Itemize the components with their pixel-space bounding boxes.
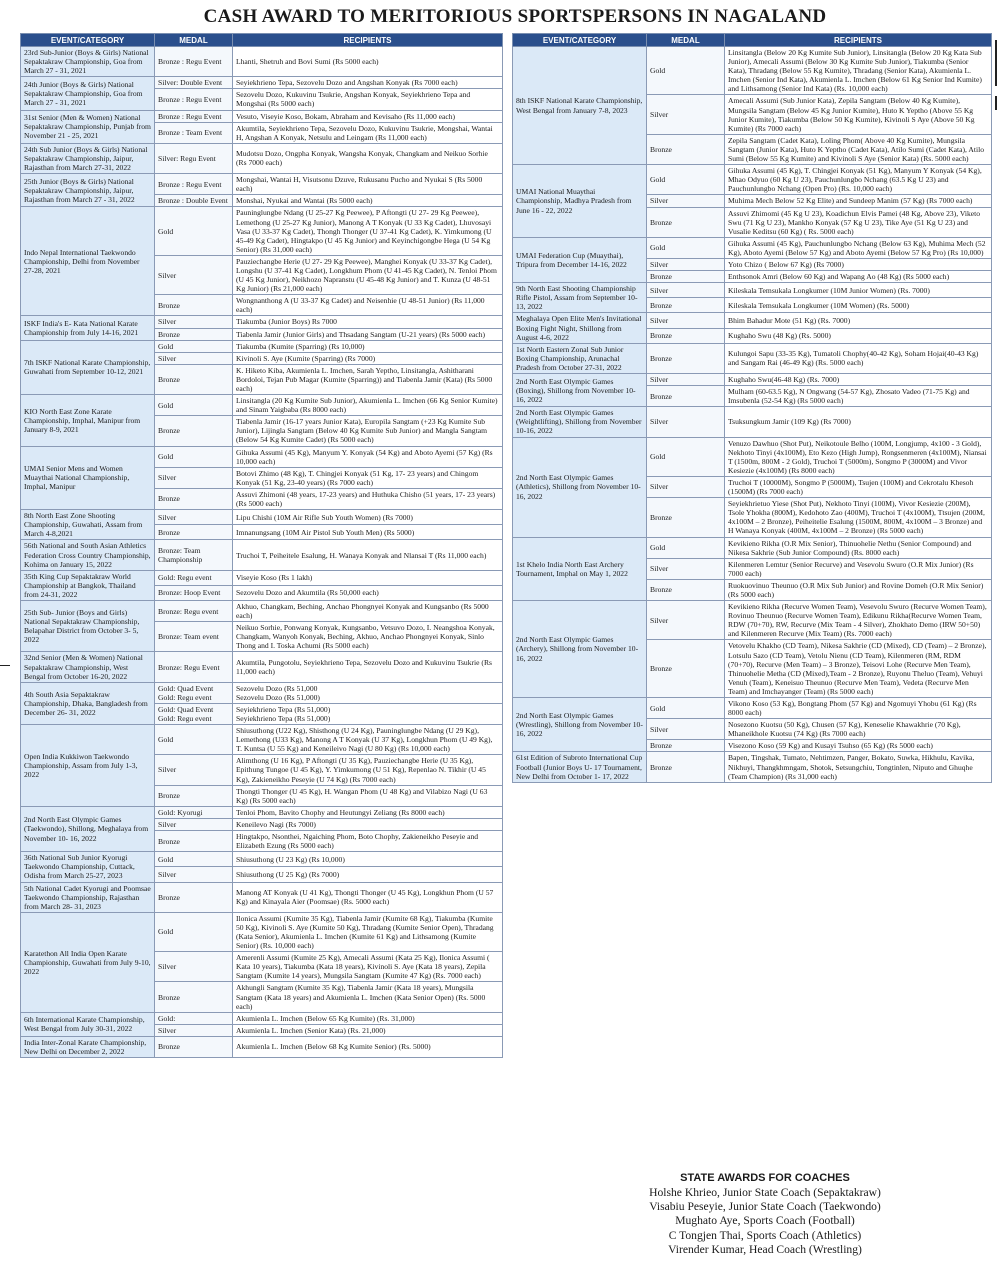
header-medal: MEDAL — [647, 34, 725, 47]
medal-cell: Gold — [647, 47, 725, 95]
recipients-cell: Vetovelu Khakho (CD Team), Nikesa Sakhrie (CD (Mixed), CD (Team) – 2 Bronze), Lotsulu Sazo (CD Team), Vetolu Nienu (CD Team), Kilenmeren (RM, RDM (70+70), Recurve (Men Team) – 3 Bronze), Teisovi Lohe (Recurve Men Team), Thinuohelie Metha (CD (Mixed),Team - 2 Bronze), Ruyonu Theluo (Team), Vehuyi Venuh (Team), Keneisuo Theunuo (Recurve Men Team), Vedeta (Recurve Men Team) and Imchayanger (Team) (Rs 5000 each) — [725, 640, 992, 698]
medal-cell: Silver — [155, 1024, 233, 1036]
medal-cell: Silver — [647, 558, 725, 579]
medal-cell: Silver — [647, 374, 725, 386]
recipients-cell: Mulham (60-63.5 Kg), N Ongwang (54-57 Kg), Zhosato Vadeo (71-75 Kg) and Imsubenla (52-54 Kg) (Rs 5000 each) — [725, 386, 992, 407]
table-row — [21, 652, 503, 682]
medal-cell: Gold — [647, 165, 725, 195]
medal-cell: Bronze — [647, 740, 725, 752]
recipients-cell: Sezovelu Dozo and Akumtila (Rs 50,000 each) — [233, 585, 503, 600]
medal-cell: Bronze — [647, 207, 725, 237]
medal-cell: Silver — [647, 476, 725, 497]
recipients-cell: Amerenli Assumi (Kumite 25 Kg), Amecali Assumi (Kata 25 Kg), Ilonica Assumi ( Kata 10 years), Tiakumba (Kata 18 years), Kivinoli S. Aye (Kata 18 years), Zepila Sangtam (Kumite 14 years), Mungsila Sangtam (Kumite 47 Kg) (Rs. 7000 each) — [233, 952, 503, 982]
table-row — [21, 47, 503, 77]
medal-cell: Silver — [647, 195, 725, 207]
medal-cell: Silver — [155, 352, 233, 364]
medal-cell: Bronze: Regu event — [155, 600, 233, 621]
medal-cell: Gold — [647, 437, 725, 476]
page-edge-mark — [0, 665, 10, 666]
recipients-cell: Vikono Koso (53 Kg), Bongtang Phom (57 Kg) and Ngomuyi Yhobu (61 Kg) (Rs 8000 each) — [725, 698, 992, 719]
event-cell: 8th North East Zone Shooting Championship, Guwahati, Assam from March 4-8,2021 — [21, 510, 155, 540]
event-cell: 2nd North East Olympic Games (Taekwondo), Shillong, Meghalaya from November 10- 16, 2022 — [21, 806, 155, 851]
medal-cell: Bronze: Regu Event — [155, 652, 233, 682]
medal-cell: Bronze — [155, 488, 233, 509]
page-edge-mark — [995, 40, 997, 86]
recipients-cell: Sezovelu Dozo, Kukuvinu Tsukrie, Angshan Konyak, Seyiekhrieno Tepa and Mongshai (Rs 5000 each) — [233, 89, 503, 110]
medal-cell: Bronze : Regu Event — [155, 110, 233, 122]
recipients-cell: Kileskala Temsukala Longkumer (10M Women) (Rs. 5000) — [725, 298, 992, 313]
table-row — [21, 852, 503, 867]
recipients-cell: Amecali Assumi (Sub Junior Kata), Zepila Sangtam (Below 40 Kg Kumite), Mungsila Sangtam (Below 45 Kg Junior Kumite), Huto K Yeptho (Above 55 Kg Junior Kumite), Tiakumba (Below 50 Kg Kumite), Kivinoli S Aye (Above 50 Kg Kumite) (Rs 7000 each) — [725, 95, 992, 134]
table-row — [21, 340, 503, 352]
medal-cell: Bronze — [155, 525, 233, 540]
event-cell: 7th ISKF National Karate Championship, Guwahati from September 10-12, 2021 — [21, 340, 155, 394]
recipients-cell: Yoto Chizo ( Below 67 Kg) (Rs 7000) — [725, 258, 992, 270]
table-row — [21, 682, 503, 703]
table-row — [513, 343, 992, 373]
table-row — [21, 1012, 503, 1024]
medal-cell: Bronze — [647, 328, 725, 343]
medal-cell: Silver — [155, 867, 233, 882]
recipients-cell: Gihuka Assumi (45 Kg), T. Chingjei Konyak (51 Kg), Manyum Y Konyak (54 Kg), Mhao Odyuo (60 Kg U 23), Pauchunlungbo Nchang (63.5 Kg U 23) and Pauchunlungbo Nchang (Open Pro) (Rs. 10,000 each) — [725, 165, 992, 195]
header-recipients: RECIPIENTS — [725, 34, 992, 47]
event-cell: 25th Junior (Boys & Girls) National Sepaktakraw Championship, Jaipur, Rajasthan from March 27 - 31, 2022 — [21, 174, 155, 207]
medal-cell: Bronze — [647, 498, 725, 537]
coach-line: Visabiu Peseyie, Junior State Coach (Taekwondo) — [649, 1200, 881, 1214]
event-cell: UMAI Federation Cup (Muaythai), Tripura from December 14-16, 2022 — [513, 237, 647, 282]
recipients-cell: Thongti Thonger (U 45 Kg), H. Wangan Phom (U 48 Kg) and Vilabizo Nagi (U 63 Kg) (Rs 5000 each) — [233, 785, 503, 806]
medal-cell: Bronze — [155, 416, 233, 446]
coach-line: Holshe Khrieo, Junior State Coach (Sepaktakraw) — [649, 1186, 881, 1199]
recipients-cell: Akhuo, Changkam, Beching, Anchao Phongnyei Konyak and Kungsanbo (Rs 5000 each) — [233, 600, 503, 621]
medal-cell: Gold: Quad Event Gold: Regu event — [155, 703, 233, 724]
recipients-cell: Visezono Koso (59 Kg) and Kusayi Tsuhso (65 Kg) (Rs 5000 each) — [725, 740, 992, 752]
recipients-cell: Akumtila, Seyiekhrieno Tepa, Sezovelu Dozo, Kukuvinu Tsukrie, Mongshai, Wantai H, Angshan A Konyak, Netsulu and Leingam (Rs 11,000 each) — [233, 122, 503, 143]
medal-cell: Silver — [155, 755, 233, 785]
recipients-cell: Kughaho Swu(46-48 Kg) (Rs. 7000) — [725, 374, 992, 386]
medal-cell: Bronze — [155, 295, 233, 316]
event-cell: 2nd North East Olympic Games (Wrestling), Shillong from November 10-16, 2022 — [513, 698, 647, 752]
right-award-table — [512, 33, 992, 783]
coach-awards-heading: STATE AWARDS FOR COACHES — [680, 1172, 850, 1184]
medal-cell: Bronze — [155, 785, 233, 806]
recipients-cell: Bhim Bahadur Mote (51 Kg) (Rs. 7000) — [725, 313, 992, 328]
event-cell: 2nd North East Olympic Games (Athletics), Shillong from November 10-16, 2022 — [513, 437, 647, 537]
table-row — [513, 698, 992, 719]
coach-line: Virender Kumar, Head Coach (Wrestling) — [668, 1242, 862, 1256]
medal-cell: Bronze — [647, 579, 725, 600]
table-row — [21, 446, 503, 467]
table-row — [513, 407, 992, 437]
recipients-cell: Mudotsu Dozo, Ongpha Konyak, Wangsha Konyak, Changkam and Neikuo Sorhie (Rs 7000 each) — [233, 143, 503, 173]
table-row — [21, 174, 503, 195]
medal-cell: Silver — [647, 719, 725, 740]
recipients-cell: Neikuo Sorhie, Ponwang Konyak, Kungsanbo, Vetsuvo Dozo, I. Neangshoa Konyak, Changkam, Wanyoh Konyak, Beching, Akhuo, Anchao Phongnyei Konyak, Sinlo Thong and I. Toska Achumi (Rs 5000 each) — [233, 622, 503, 652]
recipients-cell: Ruokuovinuo Theunuo (O.R Mix Sub Junior) and Rovine Domeh (O.R Mix Senior) (Rs 5000 each) — [725, 579, 992, 600]
recipients-cell: Seyiekhrietuo Yiese (Shot Put), Nekhoto Tinyi (100M), Vivor Kesiezie (200M), Tsole Yhokha (800M), Kedohoto Zao (400M), Truchoi T (4x100M), Ttsujen (200M, 4x100M – 2 Bronze), Peiheitelie Esalung (1500M, 800M, 4x100M – 3 Bronze) and H Wanaya Konyak (400M, 4x100M – 2 Bronze) (Rs 5000 each) — [725, 498, 992, 537]
medal-cell: Bronze — [155, 364, 233, 394]
medal-cell: Gold — [155, 207, 233, 255]
medal-cell: Gold: Quad Event Gold: Regu event — [155, 682, 233, 703]
medal-cell: Silver — [647, 407, 725, 437]
table-row — [21, 806, 503, 818]
recipients-cell: Mongshai, Wantai H, Visutsonu Dzuve, Rukusanu Pucho and Nyukai S (Rs 5000 each) — [233, 174, 503, 195]
recipients-cell: Kilenmeren Lemtur (Senior Recurve) and Vesevolu Swuro (O.R Mix Junior) (Rs 7000 each) — [725, 558, 992, 579]
recipients-cell: Kivinoli S. Aye (Kumite (Sparring) (Rs 7000) — [233, 352, 503, 364]
medal-cell: Silver — [647, 601, 725, 640]
table-row — [513, 374, 992, 386]
medal-cell: Bronze : Regu Event — [155, 174, 233, 195]
recipients-cell: Assuvi Zhimoni (48 years, 17-23 years) and Huthuka Chisho (51 years, 17- 23 years) (Rs 5000 each) — [233, 488, 503, 509]
medal-cell: Bronze — [155, 882, 233, 912]
recipients-cell: Enthsonok Amri (Below 60 Kg) and Wapang Ao (48 Kg) (Rs 5000 each) — [725, 271, 992, 283]
recipients-cell: Akumtila, Pungotolu, Seyiekhrieno Tepa, Sezovelu Dozo and Kukuvinu Tsukrie (Rs 11,000 each) — [233, 652, 503, 682]
recipients-cell: Botovi Zhimo (48 Kg), T. Chingjei Konyak (51 Kg, 17- 23 years) and Chingom Konyak (51 Kg, 23-40 years) (Rs 7000 each) — [233, 467, 503, 488]
event-cell: UMAI National Muaythai Championship, Madhya Pradesh from June 16 - 22, 2022 — [513, 165, 647, 238]
medal-cell: Silver: Double Event — [155, 77, 233, 89]
medal-cell: Bronze : Regu Event — [155, 89, 233, 110]
medal-cell: Gold: Regu event — [155, 570, 233, 585]
medal-cell: Bronze: Team Championship — [155, 540, 233, 570]
medal-cell: Bronze — [155, 982, 233, 1012]
recipients-cell: Zepila Sangtam (Cadet Kata), Loling Phom( Above 40 Kg Kumite), Mungsila Sangtam (Junior Kata), Huto K Yeptho (Cadet Kata), Atilo Sumi (Cadet Kata), Atilo Sumi (Below 55 Kg Kumite) and Kivinoli S Aye (Senior Kata) (Rs. 5000 each) — [725, 134, 992, 164]
recipients-cell: Vesuto, Viseyie Koso, Bokam, Abraham and Kevisaho (Rs 11,000 each) — [233, 110, 503, 122]
medal-cell: Bronze — [647, 271, 725, 283]
medal-cell: Gold — [155, 725, 233, 755]
event-cell: India Inter-Zonal Karate Championship, New Delhi on December 2, 2022 — [21, 1036, 155, 1057]
coach-line: Mughato Aye, Sports Coach (Football) — [675, 1214, 855, 1228]
event-cell: 56th National and South Asian Athletics Federation Cross Country Championship, Kohima on January 15, 2022 — [21, 540, 155, 570]
table-row — [21, 725, 503, 755]
table-row — [21, 143, 503, 173]
table-row — [21, 510, 503, 525]
medal-cell: Bronze — [647, 134, 725, 164]
recipients-cell: Shiusuthong (U 23 Kg) (Rs 10,000) — [233, 852, 503, 867]
event-cell: 36th National Sub Junior Kyorugi Taekwondo Championship, Cuttack, Odisha from March 25-27, 2023 — [21, 852, 155, 882]
medal-cell: Gold — [155, 446, 233, 467]
recipients-cell: Seyiekhrieno Tepa, Sezovelu Dozo and Angshan Konyak (Rs 7000 each) — [233, 77, 503, 89]
page-edge-mark — [995, 96, 997, 110]
event-cell: 24th Junior (Boys & Girls) National Sepaktakraw Championship, Goa from March 27 - 31, 2021 — [21, 77, 155, 110]
medal-cell: Silver — [647, 95, 725, 134]
medal-cell: Bronze — [647, 752, 725, 782]
medal-cell: Silver: Regu Event — [155, 143, 233, 173]
medal-cell: Silver — [155, 255, 233, 294]
recipients-cell: Alimthong (U 16 Kg), P Aftongti (U 35 Kg), Pauziechangbe Herie (U 35 Kg), Epithung Tungoe (U 45 Kg), Y. Yimkumong (U 51 Kg), Repenlao N. Tikhir (U 45 Kg), Zakieneikho Peseyie (U 74 Kg) (Rs 7000 each) — [233, 755, 503, 785]
table-row — [513, 165, 992, 195]
event-cell: 61st Edition of Subroto International Cup Football (Junior Boys U- 17 Tournament, New Delhi from October 1- 17, 2022 — [513, 752, 647, 782]
recipients-cell: Venuzo Dawhuo (Shot Put), Neikotoule Belho (100M, Longjump, 4x100 - 3 Gold), Nekhoto Tinyi (4x100M), Eto Kezo (High Jump), Rongsenmeren (4x100M), Niansai T (1500m, 800M - 2 Gold), Truchoi T (5000m), Songmo P (3000M) and Vivor Kesiezie (4x100M) (Rs 8000 each) — [725, 437, 992, 476]
recipients-cell: Hingtakpo, Nsonthei, Ngaiching Phom, Boto Chophy, Zakieneikho Peseyie and Elizabeth Ezung (Rs 5000 each) — [233, 831, 503, 852]
table-row — [21, 110, 503, 122]
event-cell: 1st Khelo India North East Archery Tournament, Imphal on May 1, 2022 — [513, 537, 647, 601]
table-row — [21, 207, 503, 255]
medal-cell: Gold — [155, 852, 233, 867]
recipients-cell: Tsuksungkum Jamir (109 Kg) (Rs 7000) — [725, 407, 992, 437]
recipients-cell: Akumienla L. Imchen (Senior Kata) (Rs. 21,000) — [233, 1024, 503, 1036]
table-row — [21, 1036, 503, 1057]
header-event: EVENT/CATEGORY — [21, 34, 155, 47]
event-cell: 5th National Cadet Kyorugi and Poomsae Taekwondo Championship, Rajasthan from March 28- 31, 2023 — [21, 882, 155, 912]
medal-cell: Gold — [155, 912, 233, 951]
recipients-cell: Lhanti, Shetruh and Bovi Sumi (Rs 5000 each) — [233, 47, 503, 77]
event-cell: 6th International Karate Championship, West Bengal from July 30-31, 2022 — [21, 1012, 155, 1036]
recipients-cell: Imnanungsang (10M Air Pistol Sub Youth Men) (Rs 5000) — [233, 525, 503, 540]
table-row — [21, 540, 503, 570]
medal-cell: Bronze — [155, 831, 233, 852]
medal-cell: Gold: Kyorugi — [155, 806, 233, 818]
recipients-cell: Akumienla L. Imchen (Below 65 Kg Kumite) (Rs. 31,000) — [233, 1012, 503, 1024]
header-medal: MEDAL — [155, 34, 233, 47]
table-row — [513, 47, 992, 95]
recipients-cell: Kevikieno Rikha (O.R Mix Senior), Thinuohelie Nethu (Senior Compound) and Nikesa Sakhrie (Sub Junior Compound) (Rs. 8000 each) — [725, 537, 992, 558]
table-row — [513, 601, 992, 640]
recipients-cell: Tiabenla Jamir (Junior Girls) and Thsadang Sangtam (U-21 years) (Rs 5000 each) — [233, 328, 503, 340]
medal-cell: Bronze : Double Event — [155, 195, 233, 207]
event-cell: UMAI Senior Mens and Women Muaythai National Championship, Imphal, Manipur — [21, 446, 155, 510]
recipients-cell: Nosezono Kuotsu (50 Kg), Chusen (57 Kg), Keneselie Khawakhrie (70 Kg), Mhaneikhole Kuotsu (74 Kg) (Rs 7000 each) — [725, 719, 992, 740]
recipients-cell: Linsitangla (Below 20 Kg Kumite Sub Junior), Linsitangla (Below 20 Kg Kata Sub Junior), Amecali Assumi (Below 30 Kg Kumite Sub Junior), Tiakumba (Senior Kata), Thradang (Below 55 Kg Kumite), Thradang (Senior Kata), Akumienla L. Imchen (Senior Ind Kata), Akumienla L. Imchen (Below 61 Kg Senior Ind Kumite) and Lithsamong (Senior Ind Kata) (Rs. 10,000 each) — [725, 47, 992, 95]
recipients-cell: K. Hiketo Kiba, Akumienla L. Imchen, Sarah Yeptho, Linsitangla, Ashitharani Bordoloi, Tejan Pub Magar (Kumite (Sparring)) and Tiabenla Jamir (Kata) (Rs 5000 each) — [233, 364, 503, 394]
medal-cell: Bronze — [155, 328, 233, 340]
recipients-cell: Tiakumba (Junior Boys) Rs 7000 — [233, 316, 503, 328]
medal-cell: Bronze — [647, 298, 725, 313]
recipients-cell: Muhima Mech Below 52 Kg Elite) and Sundeep Manim (57 Kg) (Rs 7000 each) — [725, 195, 992, 207]
table-row — [21, 912, 503, 951]
recipients-cell: Kughaho Swu (48 Kg) (Rs. 5000) — [725, 328, 992, 343]
medal-cell: Gold: — [155, 1012, 233, 1024]
recipients-cell: Lipu Chishi (10M Air Rifle Sub Youth Women) (Rs 7000) — [233, 510, 503, 525]
medal-cell: Bronze — [647, 386, 725, 407]
event-cell: Meghalaya Open Elite Men's Invitational Boxing Fight Night, Shillong from August 4-6, 2022 — [513, 313, 647, 343]
medal-cell: Silver — [647, 258, 725, 270]
recipients-cell: Monshai, Nyukai and Wantai (Rs 5000 each) — [233, 195, 503, 207]
table-row — [21, 316, 503, 328]
medal-cell: Bronze: Hoop Event — [155, 585, 233, 600]
event-cell: KIO North East Zone Karate Championship, Imphal, Manipur from January 8-9, 2021 — [21, 395, 155, 446]
event-cell: Open India Kukkiwon Taekwondo Championship, Assam from July 1-3, 2022 — [21, 725, 155, 807]
recipients-cell: Keneilevo Nagi (Rs 7000) — [233, 818, 503, 830]
medal-cell: Silver — [155, 952, 233, 982]
event-cell: 32nd Senior (Men & Women) National Sepaktakraw Championship, West Bengal from October 16-20, 2022 — [21, 652, 155, 682]
header-event: EVENT/CATEGORY — [513, 34, 647, 47]
recipients-cell: Gihuka Assumi (45 Kg), Pauchunlungbo Nchang (Below 63 Kg), Muhima Mech (52 Kg), Aboto Ayemi (Below 57 Kg) and Aboto Ayemi (Below 57 Kg Pro) (Rs 10,000) — [725, 237, 992, 258]
recipients-cell: Tiabenla Jamir (16-17 years Junior Kata), Europila Sangtam (+23 Kg Kumite Sub Junior), Lijingla Sangtam (Below 40 Kg Kumite Sub Junior) and Mangla Sangtam (Below 54 Kg Kumite Cadet) (Rs 5000 each) — [233, 416, 503, 446]
medal-cell: Bronze — [647, 343, 725, 373]
recipients-cell: Manong AT Konyak (U 41 Kg), Thongti Thonger (U 45 Kg), Longkhun Phom (U 57 Kg) and Kinayala Aier (Poomsae) (Rs. 5000 each) — [233, 882, 503, 912]
recipients-cell: Sezovelu Dozo (Rs 51,000 Sezovelu Dozo (Rs 51,000) — [233, 682, 503, 703]
coach-line: C Tongjen Thai, Sports Coach (Athletics) — [668, 1228, 862, 1242]
event-cell: 23rd Sub-Junior (Boys & Girls) National Sepaktakraw Championship, Goa from March 27 - 31, 2021 — [21, 47, 155, 77]
recipients-cell: Akumienla L. Imchen (Below 68 Kg Kumite Senior) (Rs. 5000) — [233, 1036, 503, 1057]
event-cell: ISKF India's E- Kata National Karate Championship from July 14-16, 2021 — [21, 316, 155, 340]
medal-cell: Gold — [647, 237, 725, 258]
table-row — [513, 752, 992, 782]
table-row — [21, 882, 503, 912]
medal-cell: Bronze : Team Event — [155, 122, 233, 143]
table-row — [21, 570, 503, 585]
recipients-cell: Tiakumba (Kumite (Sparring) (Rs 10,000) — [233, 340, 503, 352]
recipients-cell: Kulungoi Sapu (33-35 Kg), Tumatoli Chophy(40-42 Kg), Soham Hojai(40-43 Kg) and Sangam Rai (46-49 Kg) (Rs. 5000 each) — [725, 343, 992, 373]
event-cell: 9th North East Shooting Championship Rifle Pistol, Assam from September 10-13, 2022 — [513, 283, 647, 313]
medal-cell: Silver — [155, 467, 233, 488]
recipients-cell: Tenloi Phom, Bavito Chophy and Heutungyi Zeliang (Rs 8000 each) — [233, 806, 503, 818]
event-cell: Indo Nepal International Taekwondo Championship, Delhi from November 27-28, 2021 — [21, 207, 155, 316]
table-row — [513, 537, 992, 558]
event-cell: 25th Sub- Junior (Boys and Girls) National Sepaktakraw Championship, Belapahar District from October 3- 5, 2022 — [21, 600, 155, 651]
recipients-cell: Gihuka Assumi (45 Kg), Manyum Y. Konyak (54 Kg) and Aboto Ayemi (57 Kg) (Rs 10,000 each) — [233, 446, 503, 467]
medal-cell: Silver — [647, 283, 725, 298]
medal-cell: Bronze — [155, 1036, 233, 1057]
recipients-cell: Assuvi Zhimomi (45 Kg U 23), Koadichun Elvis Pamei (48 Kg, Above 23), Viketo Swu (71 Kg U 23), Mankho Konyak (57 Kg U 23), Tike Aye (51 Kg U 23) and Vusalie Keditsu (60 Kg) ( Rs. 5000 each) — [725, 207, 992, 237]
medal-cell: Gold — [647, 537, 725, 558]
event-cell: 31st Senior (Men & Women) National Sepaktakraw Championship, Punjab from November 21 - 25, 2021 — [21, 110, 155, 143]
table-row — [513, 237, 992, 258]
medal-cell: Gold — [155, 340, 233, 352]
left-award-table — [20, 33, 503, 1058]
recipients-cell: Akhungli Sangtam (Kumite 35 Kg), Tiabenla Jamir (Kata 18 years), Mungsila Sangtam (Kata 18 years) and Akumienla L. Imchen (Kata Senior Open) (Rs. 5000 each) — [233, 982, 503, 1012]
event-cell: Karatethon All India Open Karate Championship, Guwahati from July 9-10, 2022 — [21, 912, 155, 1012]
event-cell: 1st North Eastern Zonal Sub Junior Boxing Championship, Arunachal Pradesh from October 27-31, 2022 — [513, 343, 647, 373]
table-row — [513, 437, 992, 476]
recipients-cell: Kevikieno Rikha (Recurve Women Team), Vesevolu Swuro (Recurve Women Team), Rovinuo Theunuo (Recurve Women Team), Edikunu Rikha(Recurve Women Team, RDW (70+70), RW, Recurve (Mix Team - 4 Silver), Zhokhato Demo (IRW 50+50) and Kilenmeren Recurve (Mix Team) (Rs. 7000 each) — [725, 601, 992, 640]
event-cell: 8th ISKF National Karate Championship, West Bengal from January 7-8, 2023 — [513, 47, 647, 165]
event-cell: 2nd North East Olympic Games (Archery), Shillong from November 10-16, 2022 — [513, 601, 647, 698]
medal-cell: Silver — [155, 818, 233, 830]
recipients-cell: Bapen, Tingshak, Tumato, Nehtimzen, Panger, Bokato, Suwka, Hikhulu, Kavika, Nikhuyi, Thangkhmngam, Shotok, Setsungchiu, Tongtinlen, Niputo and Ghuqhe (Team Champion) (Rs 31,000 each) — [725, 752, 992, 782]
event-cell: 2nd North East Olympic Games (Weightlifting), Shillong from November 10-16, 2022 — [513, 407, 647, 437]
recipients-cell: Truchoi T (10000M), Songmo P (5000M), Tsujen (100M) and Cekrotalu Khesoh (1500M) (Rs 7000 each) — [725, 476, 992, 497]
medal-cell: Gold — [155, 395, 233, 416]
recipients-cell: Seyiekhrieno Tepa (Rs 51,000) Seyiekhrieno Tepa (Rs 51,000) — [233, 703, 503, 724]
table-row — [513, 313, 992, 328]
medal-cell: Bronze: Team event — [155, 622, 233, 652]
medal-cell: Gold — [647, 698, 725, 719]
event-cell: 4th South Asia Sepaktakraw Championship, Dhaka, Bangladesh from December 26- 31, 2022 — [21, 682, 155, 724]
table-row — [21, 77, 503, 89]
table-row — [21, 600, 503, 621]
medal-cell: Bronze : Regu Event — [155, 47, 233, 77]
page-title: CASH AWARD TO MERITORIOUS SPORTSPERSONS IN NAGALAND — [203, 6, 827, 27]
recipients-cell: Ilonica Assumi (Kumite 35 Kg), Tiabenla Jamir (Kumite 68 Kg), Tiakumba (Kumite 50 Kg), Kivinoli S. Aye (Kumite 50 Kg), Thradang (Kumite Senior Open), Thradang (Kata Senior), Akumienla L. Imchen (Kumite 61 Kg) and Lithsamong (Kumite Senior) (Rs. 10,000 each) — [233, 912, 503, 951]
event-cell: 24th Sub Junior (Boys & Girls) National Sepaktakraw Championship, Jaipur, Rajasthan from March 27-31, 2022 — [21, 143, 155, 173]
recipients-cell: Viseyie Koso (Rs 1 lakh) — [233, 570, 503, 585]
header-recipients: RECIPIENTS — [233, 34, 503, 47]
recipients-cell: Wongnanthong A (U 33-37 Kg Cadet) and Neisenhie (U 48-51 Junior) (Rs 11,000 each) — [233, 295, 503, 316]
recipients-cell: Pauninglungbe Ndang (U 25-27 Kg Peewee), P Aftongti (U 27- 29 Kg Peewee), Lemethong (U 25-27 Kg Junior), Manong A T Konyak (U 33 Kg Cadet), Lhuvosayi Vasa (U 33-37 Kg Cadet), Thongh Thonger (U 37-41 Kg Cadet), K. Yimkumong (U 45-49 Kg Cadet), Hingtakpo (U 45 Kg Junior) and Keyinchigongbe Hega (U 54 Kg Senior) (Rs 31,000 each) — [233, 207, 503, 255]
medal-cell: Silver — [647, 313, 725, 328]
medal-cell: Silver — [155, 316, 233, 328]
recipients-cell: Shiusuthong (U22 Kg), Shisthong (U 24 Kg), Pauninglungbe Ndang (U 29 Kg), Lemethong (U33 Kg), Manong A T Konyak (U 37 Kg), Longkhun Phom (U 49 Kg), T. Kuntsa (U 55 Kg) and Keneileivo Nagi (U 80 Kg) (Rs 10,000 each) — [233, 725, 503, 755]
recipients-cell: Shiusuthong (U 25 Kg) (Rs 7000) — [233, 867, 503, 882]
recipients-cell: Pauziechangbe Herie (U 27- 29 Kg Peewee), Manghei Konyak (U 33-37 Kg Cadet), Longshu (U 37-41 Kg Cadet), Longkhum Phom (U 41-45 Kg Cadet), N. Tenloi Phom (U 45 Kg Junior), Neikhozo Napranstu (U 45-48 Kg Junior) and T. Kunza (U 48-51 Kg Junior) (Rs 21,000 each) — [233, 255, 503, 294]
table-row — [21, 395, 503, 416]
event-cell: 35th King Cup Sepaktakraw World Championship at Bangkok, Thailand from 24-31, 2022 — [21, 570, 155, 600]
recipients-cell: Truchoi T, Peiheitele Esalung, H. Wanaya Konyak and Nlansai T (Rs 11,000 each) — [233, 540, 503, 570]
coach-awards — [600, 1172, 930, 1257]
table-row — [513, 283, 992, 298]
recipients-cell: Linsitangla (20 Kg Kumite Sub Junior), Akumienla L. Imchen (66 Kg Senior Kumite) and Sinam Yaigbaba (Rs 8000 each) — [233, 395, 503, 416]
recipients-cell: Kileskala Temsukala Longkumer (10M Junior Women) (Rs. 7000) — [725, 283, 992, 298]
medal-cell: Bronze — [647, 640, 725, 698]
event-cell: 2nd North East Olympic Games (Boxing), Shillong from November 10-16, 2022 — [513, 374, 647, 407]
medal-cell: Silver — [155, 510, 233, 525]
